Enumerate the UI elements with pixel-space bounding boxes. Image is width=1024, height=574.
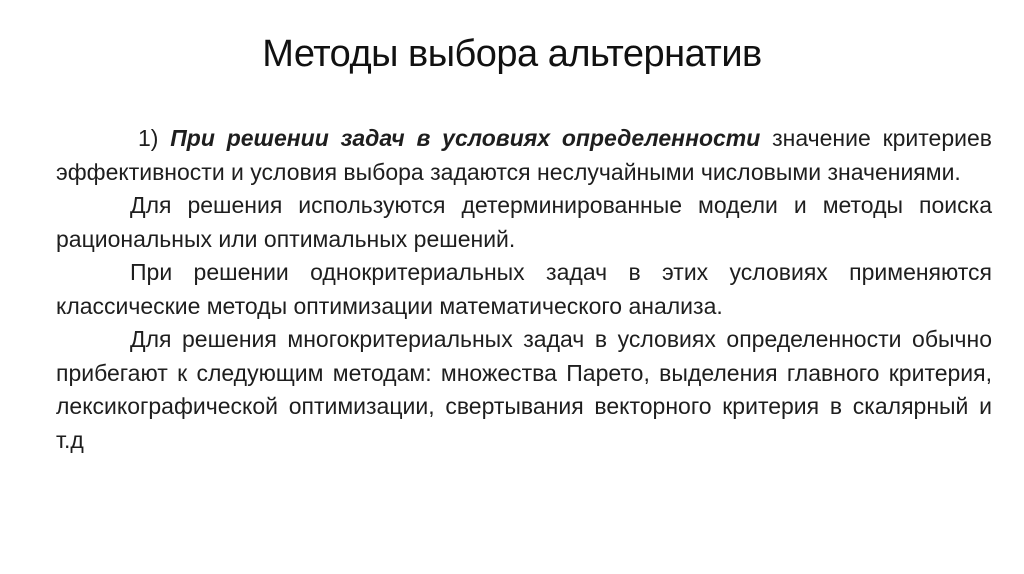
paragraph-1 xyxy=(56,122,992,189)
slide-body xyxy=(56,122,992,457)
paragraph-2: Для решения используются детерминированные модели и методы поиска рациональных или оптимальных решений. xyxy=(56,192,992,252)
paragraph-4: Для решения многокритериальных задач в условиях определенности обычно прибегают к следующим методам: множества Парето, выделения главного критерия, лексикографической оптимизации, свертывания векторного критерия в скалярный и т.д xyxy=(56,326,992,453)
paragraph-text: значение критериев эффективности и условия выбора задаются неслучайными числовыми значениями. xyxy=(56,125,992,185)
paragraph-3: При решении однокритериальных задач в этих условиях применяются классические методы оптимизации математического анализа. xyxy=(56,259,992,319)
slide-title: Методы выбора альтернатив xyxy=(262,33,762,75)
paragraph-number: 1) xyxy=(138,125,159,151)
emphasized-phrase: При решении задач в условиях определенности xyxy=(170,125,761,151)
